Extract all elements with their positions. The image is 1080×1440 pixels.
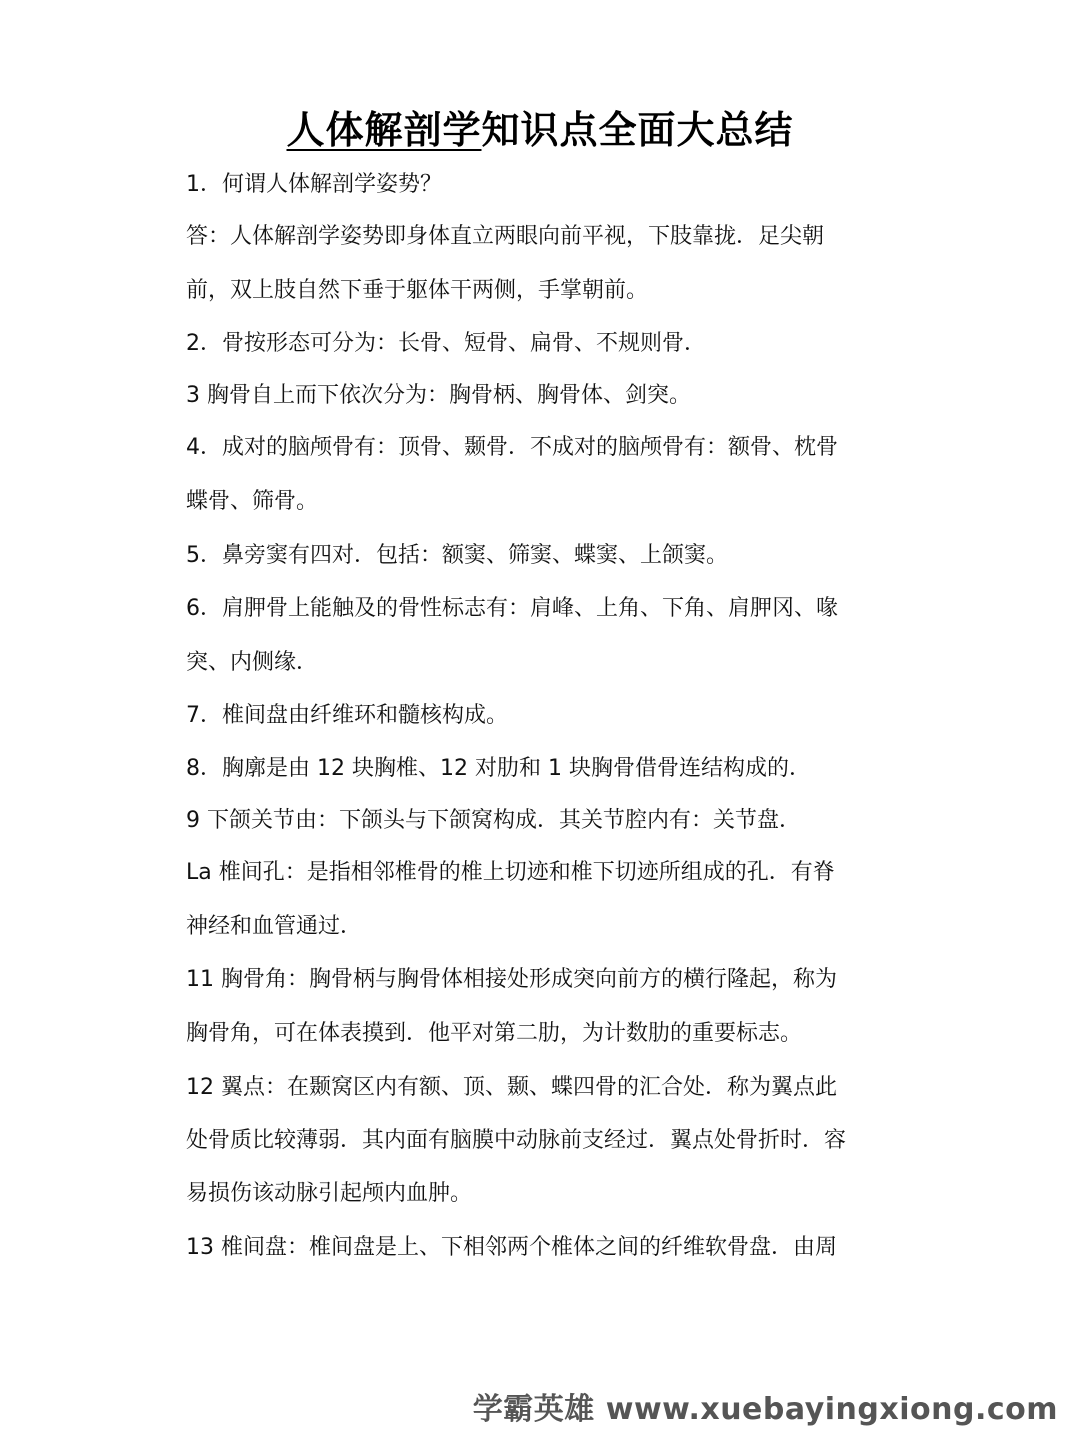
text-line: 胸骨角，可在体表摸到．他平对第二肋，为计数肋的重要标志。 xyxy=(186,1021,803,1046)
text-line: 4．成对的脑颅骨有：顶骨、颞骨．不成对的脑颅骨有：额骨、枕骨 xyxy=(186,435,838,460)
text-line: 神经和血管通过． xyxy=(186,914,363,939)
text-line: 7．椎间盘由纤维环和髓核构成。 xyxy=(186,703,508,728)
page-title-rest: 知识点全面大总结 xyxy=(481,108,794,152)
page-title-underlined: 人体解剖学 xyxy=(286,108,482,152)
text-line: 答：人体解剖学姿势即身体直立两眼向前平视，下肢靠拢．足尖朝 xyxy=(186,224,825,249)
text-line: La 椎间孔：是指相邻椎骨的椎上切迹和椎下切迹所组成的孔．有脊 xyxy=(186,860,835,885)
text-line: 易损伤该动脉引起颅内血肿。 xyxy=(186,1181,473,1206)
text-line: 5．鼻旁窦有四对．包括：额窦、筛窦、蝶窦、上颌窦。 xyxy=(186,543,728,568)
text-line: 13 椎间盘：椎间盘是上、下相邻两个椎体之间的纤维软骨盘．由周 xyxy=(186,1235,837,1260)
text-line: 处骨质比较薄弱．其内面有脑膜中动脉前支经过．翼点处骨折时．容 xyxy=(186,1128,847,1153)
text-line: 11 胸骨角：胸骨柄与胸骨体相接处形成突向前方的横行隆起，称为 xyxy=(186,967,837,992)
text-line: 12 翼点：在颞窝区内有额、顶、颞、蝶四骨的汇合处．称为翼点此 xyxy=(186,1075,837,1100)
text-line: 8．胸廓是由 12 块胸椎、12 对肋和 1 块胸骨借骨连结构成的． xyxy=(186,756,811,781)
site-watermark: 学霸英雄 www.xuebayingxiong.com xyxy=(472,1392,1058,1427)
text-line: 3 胸骨自上而下依次分为：胸骨柄、胸骨体、剑突。 xyxy=(186,383,691,408)
text-line: 突、内侧缘． xyxy=(186,650,319,675)
text-line: 2．骨按形态可分为：长骨、短骨、扁骨、不规则骨． xyxy=(186,331,706,356)
text-line: 6．肩胛骨上能触及的骨性标志有：肩峰、上角、下角、肩胛冈、喙 xyxy=(186,596,838,621)
text-line: 前，双上肢自然下垂于躯体干两侧，手掌朝前。 xyxy=(186,278,649,303)
text-line: 1．何谓人体解剖学姿势？ xyxy=(186,172,442,197)
text-line: 蝶骨、筛骨。 xyxy=(186,489,319,514)
text-line: 9 下颌关节由：下颌头与下颌窝构成．其关节腔内有：关节盘． xyxy=(186,808,801,833)
page-title xyxy=(0,100,1080,160)
